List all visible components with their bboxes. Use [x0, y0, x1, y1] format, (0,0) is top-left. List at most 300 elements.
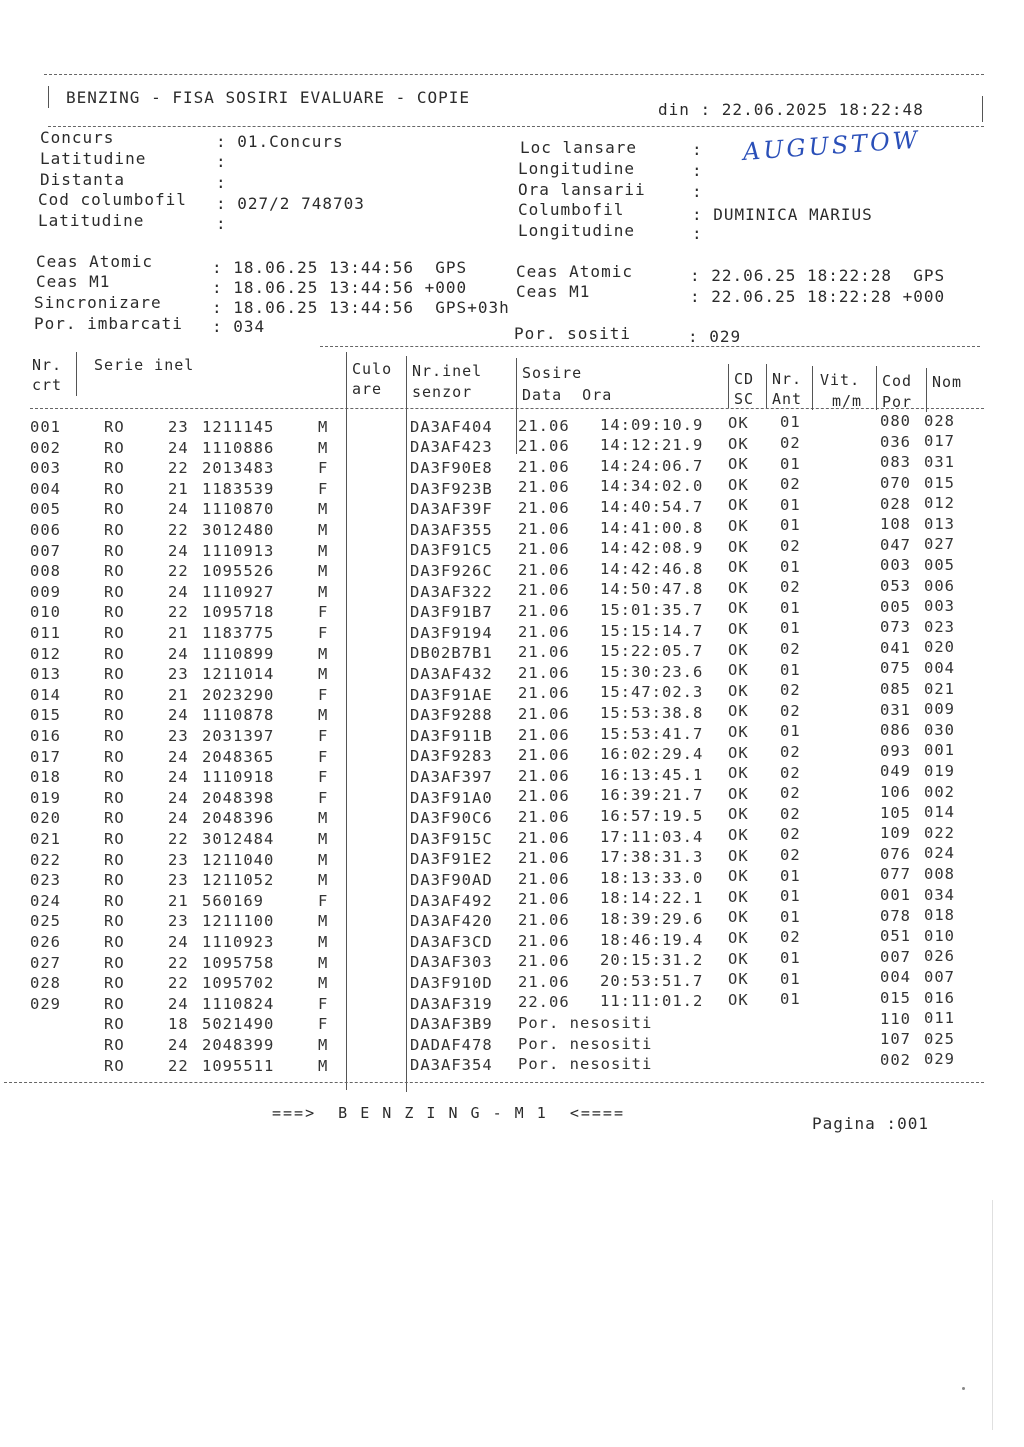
cell-ring: 1110886: [202, 438, 275, 457]
cell-sensor: DA3AF322: [410, 582, 493, 601]
cell-ring: 1183539: [202, 479, 275, 498]
cell-time: 18:46:19.4: [600, 930, 704, 949]
table-row: [0, 720, 1000, 747]
cell-country: RO: [104, 1056, 125, 1075]
cell-time: 15:47:02.3: [600, 683, 704, 702]
header-senzor: senzor: [412, 383, 473, 401]
cell-nom: 028: [924, 411, 955, 430]
cell-code: 049: [880, 762, 911, 781]
table-row: [0, 823, 1000, 850]
cell-ring: 1110913: [202, 541, 275, 560]
cell-ring: 1095511: [202, 1056, 275, 1075]
cell-sensor: DA3F90E8: [410, 459, 493, 478]
cell-nom: 020: [924, 638, 955, 657]
cell-year: 22: [168, 459, 189, 478]
cell-time: 14:09:10.9: [600, 415, 704, 434]
cell-sex: M: [318, 1056, 329, 1075]
cell-time: 17:11:03.4: [600, 827, 704, 846]
cell-country: RO: [104, 500, 125, 519]
cell-nom: 034: [924, 885, 955, 904]
cell-nom: 031: [924, 452, 955, 471]
clock-value: : 18.06.25 13:44:56 +000: [212, 278, 468, 297]
cell-date: 21.06: [518, 869, 570, 888]
cell-sensor: DA3F9288: [410, 706, 493, 725]
cell-ring: 1183775: [202, 624, 275, 642]
cell-year: 22: [168, 562, 189, 581]
cell-year: 21: [168, 624, 189, 642]
table-row: [0, 576, 1000, 603]
cell-year: 24: [168, 438, 189, 457]
cell-code: 107: [880, 1030, 911, 1049]
cell-sex: M: [318, 809, 329, 828]
cell-nom: 023: [924, 617, 955, 636]
cell-crt: 027: [30, 953, 61, 972]
cell-sensor: DA3F91E2: [410, 850, 493, 869]
cell-year: 23: [168, 912, 189, 931]
cell-sensor: DA3F90C6: [410, 809, 493, 828]
cell-nom: 021: [924, 679, 955, 698]
cell-crt: 028: [30, 974, 61, 993]
cell-crt: 023: [30, 871, 61, 890]
table-row: [0, 473, 1000, 500]
header-nr: Nr.: [32, 356, 63, 374]
fancier-name: : DUMINICA MARIUS: [692, 205, 873, 224]
cell-time: 20:53:51.7: [600, 971, 704, 990]
cell-code: 076: [880, 844, 911, 863]
cell-time: 15:01:35.7: [600, 601, 704, 619]
cell-code: 078: [880, 906, 911, 925]
cell-date: 21.06: [518, 931, 570, 950]
info-label: Latitudine: [38, 211, 145, 230]
cell-sex: F: [318, 479, 329, 498]
info-value: :: [692, 140, 703, 159]
cell-ok: OK: [728, 970, 749, 989]
table-row: [0, 947, 1000, 974]
cell-ok: OK: [728, 640, 749, 659]
cell-year: 24: [168, 582, 189, 601]
cell-country: RO: [104, 582, 125, 601]
cell-code: 070: [880, 474, 911, 493]
cell-code: 007: [880, 947, 911, 966]
cell-code: 051: [880, 927, 911, 946]
cell-crt: 005: [30, 500, 61, 519]
cell-sex: M: [318, 582, 329, 601]
cell-time: 14:42:46.8: [600, 559, 704, 578]
cell-sensor: DADAF478: [410, 1035, 493, 1054]
info-value: :: [692, 224, 703, 243]
cell-sensor: DA3AF420: [410, 912, 493, 931]
cell-code: 047: [880, 535, 911, 554]
cell-country: RO: [104, 891, 125, 910]
cell-ring: 1110918: [202, 768, 275, 787]
header-cod: Cod: [882, 372, 913, 390]
cell-code: 031: [880, 700, 911, 719]
cell-country: RO: [104, 1015, 125, 1034]
cell-ok: OK: [728, 517, 749, 536]
cell-crt: 020: [30, 809, 61, 828]
cell-crt: 012: [30, 644, 61, 663]
cell-nom: 008: [924, 864, 955, 883]
cell-sex: F: [318, 685, 329, 704]
cell-sex: F: [318, 747, 329, 766]
cell-year: 24: [168, 706, 189, 725]
cell-nom: 024: [924, 844, 955, 863]
cell-time: 18:14:22.1: [600, 889, 704, 908]
document-title: BENZING - FISA SOSIRI EVALUARE - COPIE: [66, 88, 471, 107]
cell-sex: M: [318, 974, 329, 993]
cell-antenna: 02: [780, 681, 801, 700]
clock-label: Por. imbarcati: [34, 314, 183, 333]
cell-code: 053: [880, 577, 911, 596]
info-value: :: [216, 214, 227, 233]
cell-sensor: DA3F911B: [410, 726, 493, 745]
cell-country: RO: [104, 871, 125, 890]
cell-year: 24: [168, 1036, 189, 1054]
info-value: :: [692, 161, 703, 180]
cell-year: 24: [168, 541, 189, 560]
table-row: [0, 658, 1000, 685]
cell-date: 21.06: [518, 581, 570, 600]
cell-sensor: DA3AF319: [410, 994, 493, 1013]
col-sep: [766, 364, 767, 408]
cell-sex: F: [318, 994, 329, 1013]
header-crt: crt: [32, 376, 63, 394]
cell-time: 14:42:08.9: [600, 539, 704, 558]
cell-date: 21.06: [518, 849, 570, 868]
cell-code: 083: [880, 453, 911, 472]
cell-year: 22: [168, 1056, 189, 1075]
cell-ring: 2023290: [202, 685, 275, 704]
cell-code: 003: [880, 556, 911, 575]
cell-antenna: 02: [780, 804, 801, 823]
cell-date: 21.06: [518, 478, 570, 497]
cell-nom: 016: [924, 988, 955, 1007]
cell-antenna: 01: [780, 454, 801, 473]
cell-time: 14:34:02.0: [600, 477, 704, 496]
cell-antenna: 01: [780, 598, 801, 617]
cell-date: 21.06: [518, 519, 570, 538]
cell-ok: OK: [728, 887, 749, 906]
cell-time: 15:53:38.8: [600, 704, 704, 722]
table-row: [0, 844, 1000, 871]
cell-sex: F: [318, 624, 329, 642]
col-sep: [812, 366, 813, 410]
cell-time: 18:39:29.6: [600, 910, 704, 928]
cell-time: 14:41:00.8: [600, 518, 704, 537]
cell-ring: 1110878: [202, 706, 275, 725]
cell-sex: F: [318, 1015, 329, 1034]
cell-year: 24: [168, 809, 189, 828]
cell-date: 21.06: [518, 540, 570, 559]
col-sep: [76, 352, 77, 396]
cell-time: 14:12:21.9: [600, 436, 704, 455]
header-serie: Serie inel: [94, 356, 195, 374]
cell-crt: 021: [30, 830, 61, 848]
cell-sensor: DA3F910D: [410, 974, 493, 993]
info-value: :: [216, 173, 227, 192]
cell-date: Por. nesositi: [518, 1013, 653, 1032]
cell-time: 14:50:47.8: [600, 580, 704, 599]
cell-antenna: 01: [780, 619, 801, 638]
cell-year: 24: [168, 500, 189, 519]
cell-year: 22: [168, 521, 189, 539]
clock-label: Ceas M1: [516, 282, 591, 301]
header-nr-ant: Nr.: [772, 370, 803, 388]
cell-antenna: 01: [780, 969, 801, 988]
handwritten-release-location: AUGUSTOW: [742, 125, 922, 166]
cell-country: RO: [104, 644, 125, 663]
cell-sensor: DB02B7B1: [410, 644, 493, 663]
cell-ok: OK: [728, 846, 749, 865]
cell-date: 21.06: [518, 560, 570, 579]
cell-ok: OK: [728, 455, 749, 474]
cell-sex: F: [318, 459, 329, 478]
cell-date: 21.06: [518, 787, 570, 806]
table-row: [0, 1050, 1000, 1077]
cell-date: 21.06: [518, 890, 570, 909]
clock-value: : 034: [212, 317, 266, 336]
cell-date: 21.06: [518, 766, 570, 785]
cell-code: 105: [880, 803, 911, 822]
cell-country: RO: [104, 830, 125, 848]
header-culo: Culo: [352, 360, 393, 378]
header-vit: Vit.: [820, 371, 861, 389]
cell-ok: OK: [728, 475, 749, 494]
cell-country: RO: [104, 562, 125, 581]
cell-ok: OK: [728, 578, 749, 597]
scan-speck: [962, 1387, 965, 1390]
cell-code: 109: [880, 824, 911, 843]
header-por: Por: [882, 393, 913, 411]
cell-year: 24: [168, 768, 189, 787]
cell-ring: 2013483: [202, 459, 275, 478]
cell-year: 24: [168, 933, 189, 951]
footer-banner: ===> B E N Z I N G - M 1 <====: [272, 1104, 625, 1122]
cell-ok: OK: [728, 599, 749, 618]
cell-nom: 027: [924, 535, 955, 554]
cell-sensor: DA3AF3B9: [410, 1015, 493, 1034]
cell-sensor: DA3F90AD: [410, 871, 493, 890]
cell-sensor: DA3F926C: [410, 562, 493, 581]
cell-sex: M: [318, 933, 329, 951]
cell-nom: 003: [924, 597, 955, 616]
info-value: :: [216, 152, 227, 171]
cell-country: RO: [104, 624, 125, 642]
cell-ok: OK: [728, 537, 749, 556]
cell-date: Por. nesositi: [518, 1034, 653, 1053]
cell-date: 21.06: [518, 807, 570, 826]
cell-sex: M: [318, 1036, 329, 1054]
clock-label: Ceas M1: [36, 272, 111, 291]
table-row: [0, 803, 1000, 829]
cell-year: 23: [168, 850, 189, 869]
header-nom: Nom: [932, 373, 963, 391]
info-label: Distanta: [40, 170, 126, 189]
cell-code: 085: [880, 680, 911, 699]
cell-sensor: DA3F91A0: [410, 788, 493, 807]
cell-country: RO: [104, 994, 125, 1013]
table-row: [0, 535, 1000, 562]
cell-antenna: 02: [780, 743, 801, 762]
cell-date: 21.06: [518, 972, 570, 991]
cell-sensor: DA3AF397: [410, 768, 493, 787]
cell-sex: M: [318, 912, 329, 931]
cell-code: 093: [880, 741, 911, 760]
cell-year: 24: [168, 747, 189, 766]
cell-year: 21: [168, 479, 189, 498]
cell-country: RO: [104, 418, 125, 436]
cell-sex: M: [318, 562, 329, 581]
cell-country: RO: [104, 809, 125, 828]
cell-time: 16:13:45.1: [600, 765, 704, 784]
cell-year: 21: [168, 891, 189, 910]
cell-nom: 005: [924, 555, 955, 574]
cell-sex: F: [318, 788, 329, 807]
cell-code: 075: [880, 659, 911, 678]
cell-antenna: 02: [780, 763, 801, 782]
cell-nom: 002: [924, 782, 955, 801]
cell-antenna: 01: [780, 660, 801, 679]
cell-antenna: 02: [780, 701, 801, 720]
header-sc: SC: [734, 390, 755, 408]
cell-ring: 1095526: [202, 562, 275, 581]
cell-nom: 013: [924, 514, 955, 533]
cell-sensor: DA3AF303: [410, 953, 493, 972]
cell-sex: M: [318, 521, 329, 539]
cell-sex: M: [318, 871, 329, 890]
cell-crt: 024: [30, 891, 61, 910]
cell-crt: 013: [30, 665, 61, 684]
cell-country: RO: [104, 479, 125, 498]
cell-ok: OK: [728, 620, 749, 639]
cell-ring: 1110927: [202, 582, 275, 601]
clock-label: Ceas Atomic: [36, 252, 153, 271]
table-row: [0, 1009, 1000, 1035]
header-sosire: Sosire: [522, 364, 583, 382]
info-value: : 027/2 748703: [216, 194, 365, 213]
cell-year: 23: [168, 871, 189, 890]
cell-sex: M: [318, 665, 329, 684]
page-number: Pagina :001: [812, 1114, 929, 1133]
cell-time: 15:30:23.6: [600, 662, 704, 681]
clock-value: : 029: [688, 327, 742, 346]
cell-code: 036: [880, 432, 911, 451]
table-row: [0, 411, 1000, 438]
cell-year: 24: [168, 788, 189, 807]
cell-code: 108: [880, 515, 911, 534]
cell-ok: OK: [728, 784, 749, 803]
cell-sensor: DA3F9283: [410, 747, 493, 766]
table-row: [0, 555, 1000, 582]
top-border: [44, 74, 984, 75]
cell-date: 21.06: [518, 828, 570, 847]
cell-sensor: DA3F91B7: [410, 603, 493, 622]
cell-nom: 011: [924, 1009, 955, 1028]
cell-crt: 014: [30, 685, 61, 704]
cell-nom: 019: [924, 761, 955, 780]
table-row: [0, 864, 1000, 891]
cell-country: RO: [104, 912, 125, 931]
cell-year: 22: [168, 974, 189, 993]
cell-country: RO: [104, 603, 125, 622]
header-nrinel: Nr.inel: [412, 362, 483, 380]
cell-sensor: DA3F91C5: [410, 541, 493, 560]
cell-time: 14:40:54.7: [600, 498, 704, 516]
cell-year: 24: [168, 994, 189, 1013]
cell-antenna: 01: [780, 516, 801, 535]
header-bottom-border: [30, 408, 984, 409]
cell-crt: 002: [30, 438, 61, 457]
cell-ok: OK: [728, 414, 749, 433]
cell-year: 23: [168, 665, 189, 684]
cell-antenna: 01: [780, 495, 801, 514]
cell-time: 15:15:14.7: [600, 621, 704, 640]
header-cd: CD: [734, 370, 755, 388]
cell-sensor: DA3AF354: [410, 1056, 493, 1075]
cell-ring: 2048365: [202, 747, 275, 766]
cell-year: 23: [168, 727, 189, 745]
cell-code: 041: [880, 638, 911, 657]
cell-time: 14:24:06.7: [600, 456, 704, 475]
cell-ring: 1095718: [202, 603, 275, 622]
cell-nom: 026: [924, 947, 955, 966]
cell-crt: 018: [30, 768, 61, 787]
cell-sex: M: [318, 644, 329, 663]
info-label: Columbofil: [518, 200, 625, 219]
table-bottom-border: [4, 1082, 984, 1083]
cell-antenna: 01: [780, 557, 801, 576]
cell-ok: OK: [728, 723, 749, 742]
cell-country: RO: [104, 459, 125, 478]
clock-value: : 18.06.25 13:44:56 GPS+03h: [212, 298, 510, 317]
cell-nom: 029: [924, 1050, 955, 1069]
cell-sensor: DA3AF3CD: [410, 932, 493, 951]
cell-ring: 3012484: [202, 830, 275, 848]
cell-crt: 017: [30, 747, 61, 766]
cell-country: RO: [104, 706, 125, 725]
cell-date: 21.06: [518, 622, 570, 641]
cell-sensor: DA3AF39F: [410, 500, 493, 519]
cell-ok: OK: [728, 558, 749, 577]
clock-value: : 22.06.25 18:22:28 +000: [690, 287, 946, 306]
cell-ring: 560169: [202, 891, 264, 910]
cell-date: 21.06: [518, 457, 570, 476]
cell-date: 21.06: [518, 704, 570, 723]
cell-date: 21.06: [518, 684, 570, 703]
info-value: :: [692, 182, 703, 201]
cell-ring: 1211040: [202, 850, 275, 869]
header-mm: m/m: [832, 392, 863, 410]
info-label: Longitudine: [518, 221, 635, 240]
cell-code: 086: [880, 721, 911, 740]
cell-sensor: DA3AF423: [410, 438, 493, 457]
table-row: [0, 906, 1000, 932]
cell-antenna: 02: [780, 537, 801, 556]
cell-country: RO: [104, 1036, 125, 1054]
table-row: [0, 617, 1000, 644]
cell-sex: F: [318, 727, 329, 745]
col-sep: [876, 366, 877, 410]
cell-ok: OK: [728, 681, 749, 700]
cell-ok: OK: [728, 702, 749, 721]
cell-crt: 015: [30, 706, 61, 725]
cell-crt: 006: [30, 521, 61, 539]
cell-code: 005: [880, 597, 911, 616]
cell-antenna: 02: [780, 475, 801, 494]
cell-sex: M: [318, 418, 329, 436]
cell-antenna: 01: [780, 722, 801, 741]
clock-label: Ceas Atomic: [516, 262, 633, 281]
